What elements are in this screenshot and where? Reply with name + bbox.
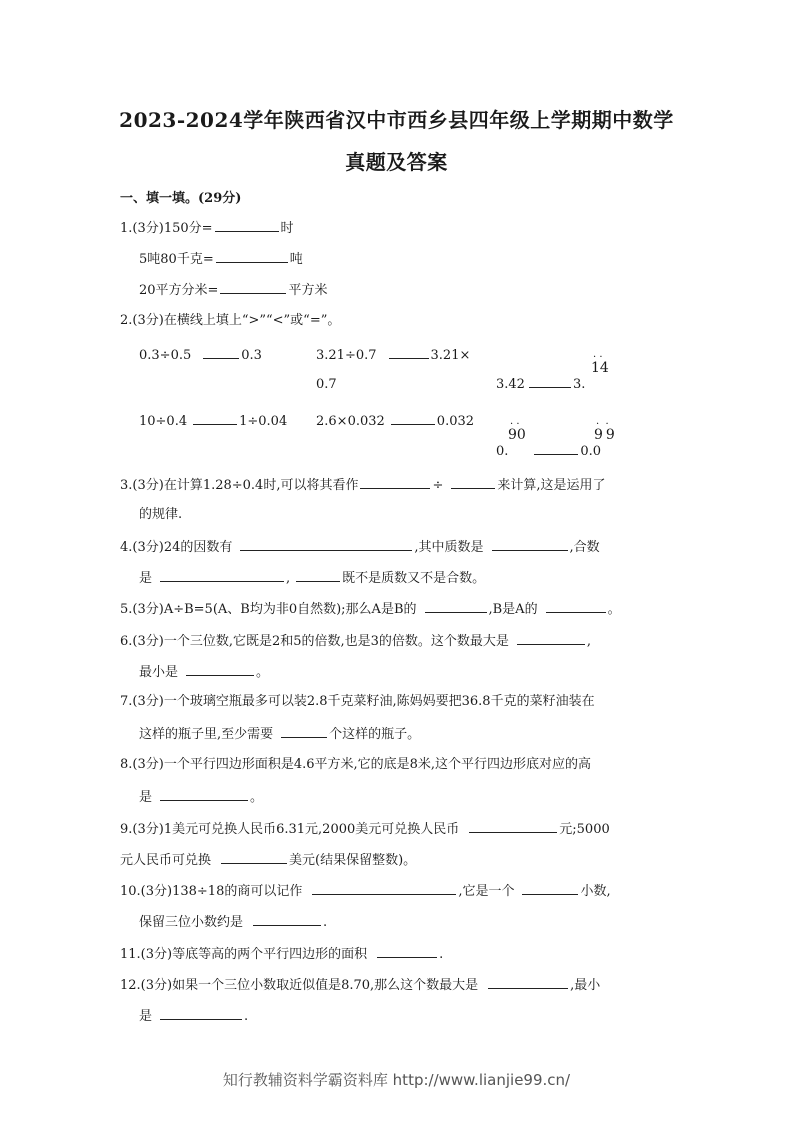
question-10: 10.(3分)138÷18的商可以记作 ,它是一个 小数, bbox=[120, 884, 611, 899]
question-4: 4.(3分)24的因数有 ,其中质数是 ,合数 bbox=[120, 540, 600, 555]
question-7-cont: 这样的瓶子里,至少需要 个这样的瓶子。 bbox=[139, 727, 421, 742]
answer-blank[interactable] bbox=[281, 725, 327, 738]
answer-blank[interactable] bbox=[377, 945, 437, 958]
repeat-dots-2: · · bbox=[510, 419, 520, 430]
repeat-dots-1: · · bbox=[593, 352, 603, 363]
section-heading: 一、填一填。(29分) bbox=[120, 191, 242, 206]
question-8-cont: 是 。 bbox=[139, 790, 264, 805]
question-5: 5.(3分)A÷B=5(A、B均为非0自然数);那么A是B的 ,B是A的 。 bbox=[120, 602, 621, 617]
question-9-cont: 元人民币可兑换 美元(结果保留整数)。 bbox=[120, 853, 417, 868]
answer-blank[interactable] bbox=[216, 250, 288, 263]
repeating-digits-1: 14 bbox=[591, 360, 609, 376]
page-title-line1: 2023-2024学年陕西省汉中市西乡县四年级上学期期中数学 bbox=[119, 108, 674, 132]
page-title-line2: 真题及答案 bbox=[345, 150, 448, 174]
answer-blank[interactable] bbox=[312, 882, 456, 895]
compare-2-1: 10÷0.4 1÷0.04 bbox=[139, 414, 288, 429]
question-1-b: 5吨80千克= 吨 bbox=[139, 252, 303, 267]
answer-blank[interactable] bbox=[425, 600, 487, 613]
answer-blank[interactable] bbox=[220, 281, 286, 294]
answer-blank[interactable] bbox=[469, 820, 557, 833]
answer-blank[interactable] bbox=[240, 538, 412, 551]
answer-blank[interactable] bbox=[203, 346, 239, 359]
answer-blank[interactable] bbox=[534, 442, 578, 455]
answer-blank[interactable] bbox=[253, 913, 321, 926]
question-3: 3.(3分)在计算1.28÷0.4时,可以将其看作 ÷ 来计算,这是运用了 bbox=[120, 478, 606, 493]
question-10-cont: 保留三位小数约是 . bbox=[139, 915, 328, 930]
answer-blank[interactable] bbox=[215, 219, 279, 232]
answer-blank[interactable] bbox=[360, 476, 430, 489]
compare-1-1: 0.3÷0.5 0.3 bbox=[139, 348, 262, 363]
question-6-cont: 最小是 。 bbox=[139, 665, 270, 680]
repeating-digits-2: 90 bbox=[508, 427, 526, 443]
answer-blank[interactable] bbox=[160, 788, 248, 801]
answer-blank[interactable] bbox=[546, 600, 606, 613]
answer-blank[interactable] bbox=[160, 1007, 242, 1020]
question-12-cont: 是 . bbox=[139, 1009, 249, 1024]
answer-blank[interactable] bbox=[517, 632, 585, 645]
question-3-cont: 的规律. bbox=[139, 507, 183, 522]
answer-blank[interactable] bbox=[296, 569, 340, 582]
question-9: 9.(3分)1美元可兑换人民币6.31元,2000美元可兑换人民币 元;5000 bbox=[120, 822, 610, 837]
answer-blank[interactable] bbox=[488, 976, 568, 989]
answer-blank[interactable] bbox=[160, 569, 284, 582]
compare-2-3: 0. 0.0 bbox=[496, 444, 602, 459]
compare-2-2: 2.6×0.032 0.032 bbox=[316, 414, 475, 429]
compare-1-3: 3.42 3. bbox=[496, 377, 586, 392]
question-6: 6.(3分)一个三位数,它既是2和5的倍数,也是3的倍数。这个数最大是 , bbox=[120, 634, 592, 649]
question-8: 8.(3分)一个平行四边形面积是4.6平方米,它的底是8米,这个平行四边形底对应的高 bbox=[120, 757, 592, 772]
repeating-digits-3: 99 bbox=[594, 427, 618, 443]
question-1-a: 1.(3分)150分= 时 bbox=[120, 221, 294, 236]
question-12: 12.(3分)如果一个三位小数取近似值是8.70,那么这个数最大是 ,最小 bbox=[120, 978, 601, 993]
answer-blank[interactable] bbox=[186, 663, 254, 676]
question-4-cont: 是 , 既不是质数又不是合数。 bbox=[139, 571, 486, 586]
compare-1-2-cont: 0.7 bbox=[316, 377, 337, 392]
answer-blank[interactable] bbox=[193, 412, 237, 425]
answer-blank[interactable] bbox=[451, 476, 495, 489]
answer-blank[interactable] bbox=[492, 538, 568, 551]
repeat-dots-3: · · bbox=[596, 419, 609, 430]
footer-watermark[interactable]: 知行教辅资料学霸资料库 http://www.lianjie99.cn/ bbox=[222, 1071, 571, 1089]
question-11: 11.(3分)等底等高的两个平行四边形的面积 . bbox=[120, 947, 444, 962]
question-7: 7.(3分)一个玻璃空瓶最多可以装2.8千克菜籽油,陈妈妈要把36.8千克的菜籽油装在 bbox=[120, 694, 595, 709]
question-2-text: 2.(3分)在横线上填上“>”“<”或“=”。 bbox=[120, 313, 341, 328]
question-1-c: 20平方分米= 平方米 bbox=[139, 283, 328, 298]
answer-blank[interactable] bbox=[522, 882, 578, 895]
answer-blank[interactable] bbox=[391, 412, 435, 425]
answer-blank[interactable] bbox=[389, 346, 429, 359]
answer-blank[interactable] bbox=[221, 851, 287, 864]
answer-blank[interactable] bbox=[529, 375, 571, 388]
compare-1-2: 3.21÷0.7 3.21× bbox=[316, 348, 471, 363]
